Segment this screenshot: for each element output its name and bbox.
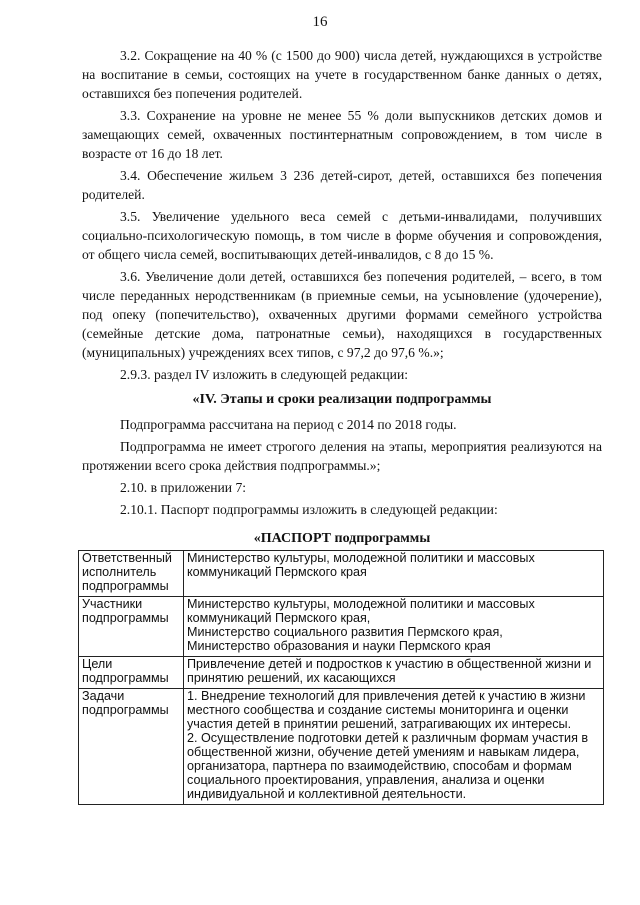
row-value-line: 1. Внедрение технологий для привлечения детей к участию в жизни местного сообщества и создание системы мониторинга и оценки участия детей в принятии решений, затрагивающих их интересы. [187, 689, 586, 731]
document-body [82, 46, 602, 805]
section-heading: «IV. Этапы и сроки реализации подпрограммы [192, 392, 492, 407]
table-row [79, 597, 604, 657]
row-label: Ответственный исполнитель подпрограммы [79, 551, 184, 597]
table-row [79, 657, 604, 689]
table-row [79, 551, 604, 597]
paragraph-3-3: 3.3. Сохранение на уровне не менее 55 % доли выпускников детских домов и замещающих семей, охваченных постинтернатным сопровождением, в том числе в возрасте от 16 до 18 лет. [82, 108, 602, 161]
table-row [79, 689, 604, 805]
row-label: Задачи подпрограммы [79, 689, 184, 805]
paragraph-3-6: 3.6. Увеличение доли детей, оставшихся без попечения родителей, – всего, в том числе переданных неродственникам (в приемные семьи, на усыновление (удочерение), под опеку (попечительство), охваченных другими формами семейного устройства (семейные детские дома, патронатные семьи), находящихся в государственных (муниципальных) учреждениях всех типов, с 97,2 до 97,6 %.»; [82, 269, 602, 360]
passport-heading: «ПАСПОРТ подпрограммы [253, 531, 431, 546]
paragraph-stages: Подпрограмма не имеет строгого деления на этапы, мероприятия реализуются на протяжении всего срока действия подпрограммы.»; [82, 439, 602, 473]
paragraph-2-10: 2.10. в приложении 7: [120, 480, 247, 495]
passport-table [78, 550, 604, 805]
row-value [184, 689, 604, 805]
paragraph-period: Подпрограмма рассчитана на период с 2014 по 2018 годы. [120, 417, 457, 432]
row-value-line: Министерство социального развития Пермского края, [187, 625, 503, 639]
paragraph-2-10-1: 2.10.1. Паспорт подпрограммы изложить в следующей редакции: [120, 502, 498, 517]
paragraph-3-5: 3.5. Увеличение удельного веса семей с детьми-инвалидами, получивших социально-психологическую помощь, в том числе в форме обучения и сопровождения, от общего числа семей, воспитывающих детей-инвалидов, с 8 до 15 %. [82, 209, 602, 262]
row-value [184, 597, 604, 657]
row-value [184, 657, 604, 689]
page-number: 16 [312, 14, 328, 30]
row-value-line: Привлечение детей и подростков к участию в общественной жизни и принятию решений, их касающихся [187, 657, 592, 685]
row-label: Цели подпрограммы [79, 657, 184, 689]
row-value-line: 2. Осуществление подготовки детей к различным формам участия в общественной жизни, обучение детей умениям и навыкам лидера, организатора, партнера по взаимодействию, способам и формам социального проектирования, управления, анализа и оценки индивидуальной и коллективной деятельности. [187, 731, 589, 801]
paragraph-2-9-3: 2.9.3. раздел IV изложить в следующей редакции: [120, 367, 408, 382]
row-value-line: Министерство образования и науки Пермского края [187, 639, 491, 653]
paragraph-3-2: 3.2. Сокращение на 40 % (с 1500 до 900) числа детей, нуждающихся в устройстве на воспитание в семьи, состоящих на учете в государственном банке данных о детях, оставшихся без попечения родителей. [82, 48, 602, 101]
row-label: Участники подпрограммы [79, 597, 184, 657]
row-value-line: Министерство культуры, молодежной политики и массовых коммуникаций Пермского края, [187, 597, 535, 625]
row-value [184, 551, 604, 597]
paragraph-3-4: 3.4. Обеспечение жильем 3 236 детей-сирот, детей, оставшихся без попечения родителей. [82, 168, 602, 202]
row-value-line: Министерство культуры, молодежной политики и массовых коммуникаций Пермского края [187, 551, 535, 579]
